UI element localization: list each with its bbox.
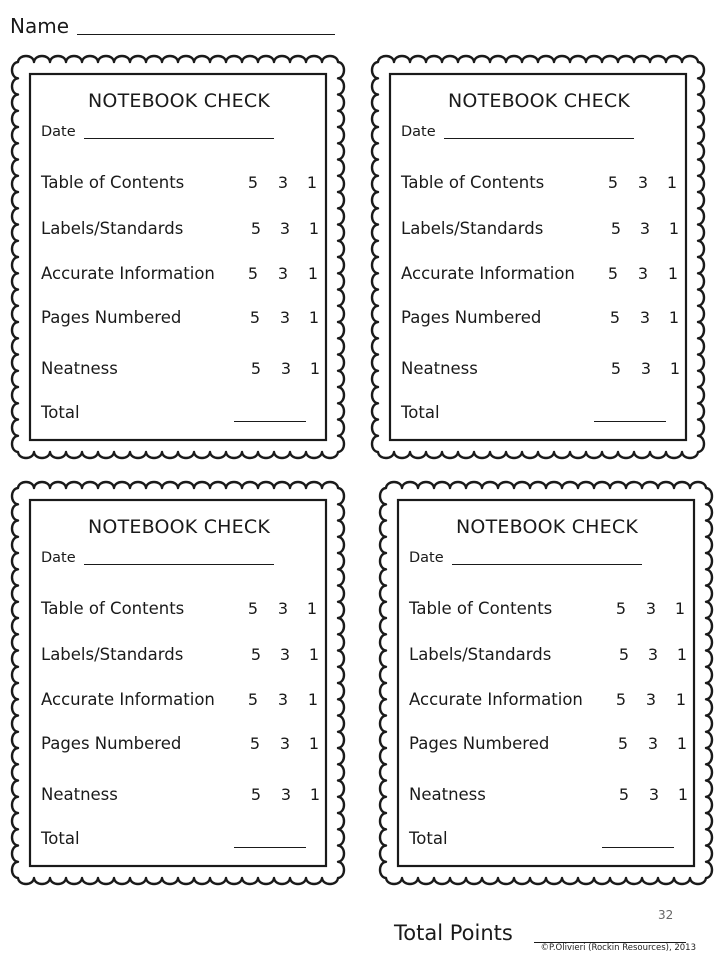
score-5[interactable]: 5 bbox=[250, 785, 262, 804]
notebook-check-card bbox=[376, 478, 716, 888]
score-1[interactable]: 1 bbox=[676, 734, 688, 753]
score-5[interactable]: 5 bbox=[250, 219, 262, 238]
score-3[interactable]: 3 bbox=[645, 599, 657, 618]
copyright-notice: ©P.Olivieri (Rockin Resources), 2013 bbox=[540, 943, 696, 953]
score-5[interactable]: 5 bbox=[250, 359, 262, 378]
total-label: Total bbox=[409, 829, 448, 848]
score-1[interactable]: 1 bbox=[307, 690, 319, 709]
criterion-label: Table of Contents bbox=[401, 173, 545, 192]
criterion-label: Pages Numbered bbox=[401, 308, 542, 327]
score-1[interactable]: 1 bbox=[309, 359, 321, 378]
page-number: 32 bbox=[658, 908, 674, 922]
score-3[interactable]: 3 bbox=[277, 690, 289, 709]
date-label: Date bbox=[401, 124, 436, 140]
score-3[interactable]: 3 bbox=[637, 264, 649, 283]
score-5[interactable]: 5 bbox=[618, 785, 630, 804]
score-5[interactable]: 5 bbox=[250, 645, 262, 664]
score-3[interactable]: 3 bbox=[279, 734, 291, 753]
date-label: Date bbox=[41, 124, 76, 140]
card-title: NOTEBOOK CHECK bbox=[456, 516, 638, 538]
score-5[interactable]: 5 bbox=[247, 264, 259, 283]
score-5[interactable]: 5 bbox=[617, 734, 629, 753]
criterion-label: Table of Contents bbox=[41, 173, 185, 192]
score-3[interactable]: 3 bbox=[647, 645, 659, 664]
name-field bbox=[10, 8, 335, 38]
criterion-label: Accurate Information bbox=[409, 690, 583, 709]
total-blank-line[interactable] bbox=[234, 421, 306, 422]
score-5[interactable]: 5 bbox=[615, 690, 627, 709]
score-3[interactable]: 3 bbox=[277, 173, 289, 192]
score-1[interactable]: 1 bbox=[676, 645, 688, 664]
criterion-label: Neatness bbox=[41, 359, 118, 378]
total-blank-line[interactable] bbox=[602, 847, 674, 848]
score-5[interactable]: 5 bbox=[247, 690, 259, 709]
criterion-label: Labels/Standards bbox=[41, 645, 184, 664]
date-field bbox=[41, 549, 274, 567]
criterion-label: Pages Numbered bbox=[409, 734, 550, 753]
score-1[interactable]: 1 bbox=[677, 785, 689, 804]
score-3[interactable]: 3 bbox=[648, 785, 660, 804]
score-1[interactable]: 1 bbox=[308, 219, 320, 238]
date-blank-line[interactable] bbox=[84, 138, 274, 139]
criterion-label: Neatness bbox=[401, 359, 478, 378]
total-label: Total bbox=[401, 403, 440, 422]
score-3[interactable]: 3 bbox=[277, 599, 289, 618]
total-points-label: Total Points bbox=[394, 921, 513, 945]
score-3[interactable]: 3 bbox=[279, 308, 291, 327]
score-3[interactable]: 3 bbox=[640, 359, 652, 378]
score-1[interactable]: 1 bbox=[667, 264, 679, 283]
notebook-check-card bbox=[368, 52, 708, 462]
criterion-label: Pages Numbered bbox=[41, 734, 182, 753]
name-blank-line[interactable] bbox=[77, 34, 335, 35]
criterion-label: Neatness bbox=[41, 785, 118, 804]
date-blank-line[interactable] bbox=[444, 138, 634, 139]
score-5[interactable]: 5 bbox=[607, 264, 619, 283]
criterion-label: Neatness bbox=[409, 785, 486, 804]
date-field bbox=[409, 549, 642, 567]
score-1[interactable]: 1 bbox=[306, 173, 318, 192]
score-3[interactable]: 3 bbox=[647, 734, 659, 753]
card-title: NOTEBOOK CHECK bbox=[448, 90, 630, 112]
date-field bbox=[401, 123, 634, 141]
criterion-label: Labels/Standards bbox=[409, 645, 552, 664]
criterion-label: Accurate Information bbox=[41, 690, 215, 709]
score-1[interactable]: 1 bbox=[306, 599, 318, 618]
score-5[interactable]: 5 bbox=[249, 734, 261, 753]
criterion-label: Labels/Standards bbox=[401, 219, 544, 238]
score-5[interactable]: 5 bbox=[618, 645, 630, 664]
date-blank-line[interactable] bbox=[84, 564, 274, 565]
criterion-label: Table of Contents bbox=[41, 599, 185, 618]
score-1[interactable]: 1 bbox=[669, 359, 681, 378]
score-1[interactable]: 1 bbox=[307, 264, 319, 283]
score-5[interactable]: 5 bbox=[615, 599, 627, 618]
score-5[interactable]: 5 bbox=[609, 308, 621, 327]
notebook-check-card bbox=[8, 52, 348, 462]
score-5[interactable]: 5 bbox=[249, 308, 261, 327]
criterion-label: Accurate Information bbox=[401, 264, 575, 283]
date-label: Date bbox=[409, 550, 444, 566]
criterion-label: Accurate Information bbox=[41, 264, 215, 283]
card-title: NOTEBOOK CHECK bbox=[88, 90, 270, 112]
score-3[interactable]: 3 bbox=[637, 173, 649, 192]
score-3[interactable]: 3 bbox=[277, 264, 289, 283]
score-3[interactable]: 3 bbox=[639, 219, 651, 238]
criterion-label: Table of Contents bbox=[409, 599, 553, 618]
score-3[interactable]: 3 bbox=[639, 308, 651, 327]
date-label: Date bbox=[41, 550, 76, 566]
score-1[interactable]: 1 bbox=[666, 173, 678, 192]
score-3[interactable]: 3 bbox=[645, 690, 657, 709]
total-label: Total bbox=[41, 403, 80, 422]
score-5[interactable]: 5 bbox=[610, 359, 622, 378]
score-1[interactable]: 1 bbox=[308, 734, 320, 753]
score-3[interactable]: 3 bbox=[279, 219, 291, 238]
total-blank-line[interactable] bbox=[594, 421, 666, 422]
score-3[interactable]: 3 bbox=[280, 785, 292, 804]
name-label: Name bbox=[10, 14, 70, 38]
notebook-check-card bbox=[8, 478, 348, 888]
score-5[interactable]: 5 bbox=[610, 219, 622, 238]
score-1[interactable]: 1 bbox=[308, 308, 320, 327]
score-3[interactable]: 3 bbox=[280, 359, 292, 378]
score-1[interactable]: 1 bbox=[308, 645, 320, 664]
score-1[interactable]: 1 bbox=[675, 690, 687, 709]
score-5[interactable]: 5 bbox=[247, 599, 259, 618]
score-1[interactable]: 1 bbox=[668, 308, 680, 327]
date-blank-line[interactable] bbox=[452, 564, 642, 565]
criterion-label: Labels/Standards bbox=[41, 219, 184, 238]
criterion-label: Pages Numbered bbox=[41, 308, 182, 327]
card-title: NOTEBOOK CHECK bbox=[88, 516, 270, 538]
score-3[interactable]: 3 bbox=[279, 645, 291, 664]
score-5[interactable]: 5 bbox=[247, 173, 259, 192]
score-1[interactable]: 1 bbox=[674, 599, 686, 618]
total-label: Total bbox=[41, 829, 80, 848]
score-5[interactable]: 5 bbox=[607, 173, 619, 192]
score-1[interactable]: 1 bbox=[668, 219, 680, 238]
total-blank-line[interactable] bbox=[234, 847, 306, 848]
date-field bbox=[41, 123, 274, 141]
score-1[interactable]: 1 bbox=[309, 785, 321, 804]
